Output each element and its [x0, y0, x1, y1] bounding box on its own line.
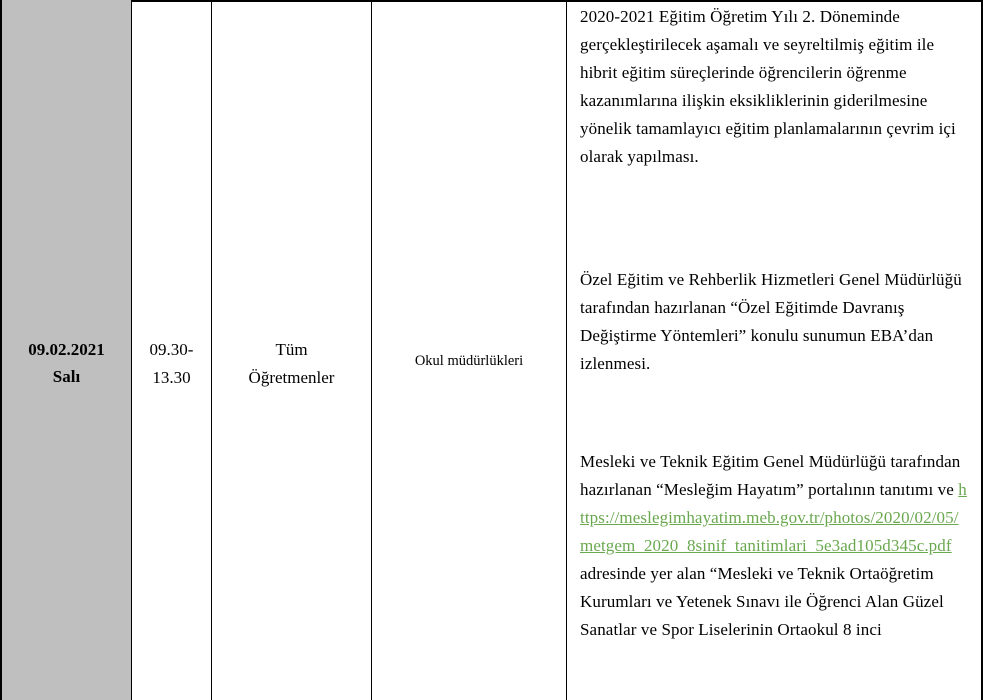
date-cell: [0, 0, 131, 700]
audience-block: [212, 336, 371, 392]
audience-line-1: Tüm: [275, 340, 308, 359]
time-block: [132, 336, 211, 392]
activity-paragraph-2: [580, 266, 969, 378]
meslegim-hayatim-link[interactable]: https://meslegimhayatim.meb.gov.tr/photos/2020/02/05/metgem_2020_8sinif_tanitimlari_5e3ad105d345c.pdf: [580, 480, 967, 555]
audience-cell: [211, 0, 371, 700]
activity-text-2: Özel Eğitim ve Rehberlik Hizmetleri Genel Müdürlüğü tarafından hazırlanan “Özel Eğitimde Davranış Değiştirme Yöntemleri” konulu sunumun EBA’dan izlenmesi.: [580, 270, 962, 373]
activity-text-1: 2020-2021 Eğitim Öğretim Yılı 2. Döneminde gerçekleştirilecek aşamalı ve seyreltilmiş eğitim ile hibrit eğitim süreçlerinde öğrencilerin öğrenme kazanımlarına ilişkin eksikliklerinin giderilmesine yönelik tamamlayıcı eğitim planlamalarının çevrim içi olarak yapılması.: [580, 7, 956, 166]
activity-cell: [566, 0, 983, 700]
date-value: 09.02.2021: [28, 340, 105, 359]
activity-text-3: [580, 448, 969, 644]
time-cell: [131, 0, 211, 700]
time-start: 09.30-: [149, 340, 194, 359]
day-value: Salı: [52, 367, 81, 386]
activity-text-3-after: adresinde yer alan “Mesleki ve Teknik Ortaöğretim Kurumları ve Yetenek Sınavı ile Öğrenci Alan Güzel Sanatlar ve Spor Liselerinin Ortaokul 8 inci: [580, 564, 944, 639]
audience-line-2: Öğretmenler: [248, 368, 335, 387]
activity-paragraph-1: [580, 3, 969, 171]
responsible-value: Okul müdürlükleri: [414, 353, 524, 369]
date-block: [2, 336, 131, 390]
time-end: 13.30: [152, 368, 191, 387]
activity-paragraph-3: [580, 448, 969, 644]
responsible-cell: [371, 0, 566, 700]
activity-text-3-before: Mesleki ve Teknik Eğitim Genel Müdürlüğü tarafından hazırlanan “Mesleğim Hayatım” portalının tanıtımı ve: [580, 452, 961, 499]
